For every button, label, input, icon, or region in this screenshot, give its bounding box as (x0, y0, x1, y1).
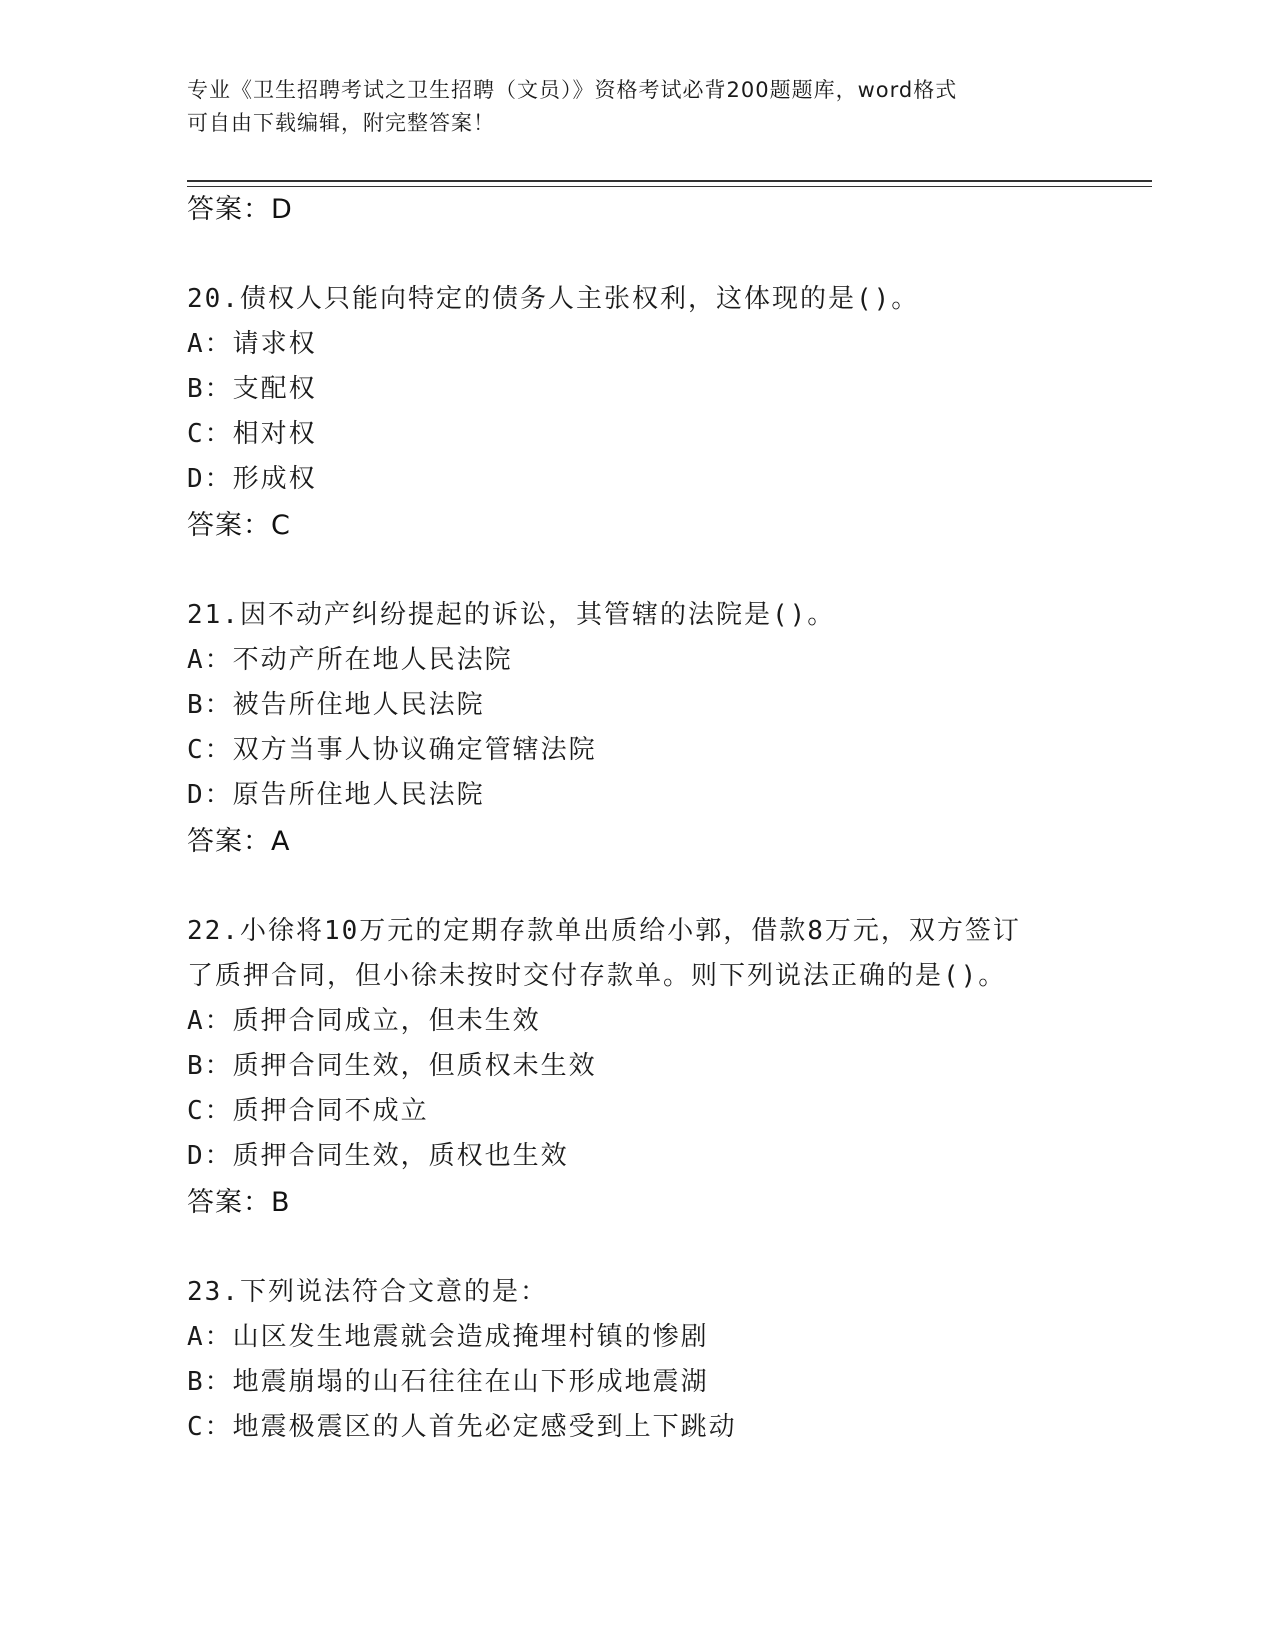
header-line-2: 可自由下载编辑，附完整答案！ (187, 111, 495, 135)
header-rule-top (187, 180, 1152, 182)
question-20-stem: 20.债权人只能向特定的债务人主张权利，这体现的是()。 (187, 284, 920, 314)
question-22-stem-line-2: 了质押合同，但小徐未按时交付存款单。则下列说法正确的是()。 (187, 961, 1007, 991)
question-20-option-d: D：形成权 (187, 464, 317, 494)
question-21-option-d: D：原告所住地人民法院 (187, 780, 485, 810)
question-22-answer: 答案：B (187, 1187, 291, 1218)
question-23-stem: 23.下列说法符合文意的是： (187, 1277, 548, 1307)
question-20-answer: 答案：C (187, 510, 291, 541)
question-22-stem-line-1: 22.小徐将10万元的定期存款单出质给小郭，借款8万元，双方签订 (187, 916, 1021, 946)
question-20-option-b: B：支配权 (187, 374, 317, 404)
question-21-option-b: B：被告所住地人民法院 (187, 690, 485, 720)
question-21-option-a: A：不动产所在地人民法院 (187, 645, 513, 675)
question-20-option-a: A：请求权 (187, 329, 317, 359)
question-23-option-b: B：地震崩塌的山石往往在山下形成地震湖 (187, 1367, 709, 1397)
question-22-option-c: C：质押合同不成立 (187, 1096, 429, 1126)
question-21-stem: 21.因不动产纠纷提起的诉讼，其管辖的法院是()。 (187, 600, 836, 630)
question-23-option-a: A：山区发生地震就会造成掩埋村镇的惨剧 (187, 1322, 709, 1352)
header-line-1: 专业《卫生招聘考试之卫生招聘（文员）》资格考试必背200题题库，word格式 (187, 78, 958, 102)
document-header (187, 74, 1087, 140)
header-rule-bottom (187, 186, 1152, 187)
previous-answer: 答案：D (187, 194, 293, 225)
question-22-option-a: A：质押合同成立，但未生效 (187, 1006, 541, 1036)
question-21-answer: 答案：A (187, 826, 291, 857)
question-22-option-d: D：质押合同生效，质权也生效 (187, 1141, 569, 1171)
question-21-option-c: C：双方当事人协议确定管辖法院 (187, 735, 597, 765)
question-23-option-c: C：地震极震区的人首先必定感受到上下跳动 (187, 1412, 737, 1442)
question-22-option-b: B：质押合同生效，但质权未生效 (187, 1051, 597, 1081)
question-20-option-c: C：相对权 (187, 419, 317, 449)
